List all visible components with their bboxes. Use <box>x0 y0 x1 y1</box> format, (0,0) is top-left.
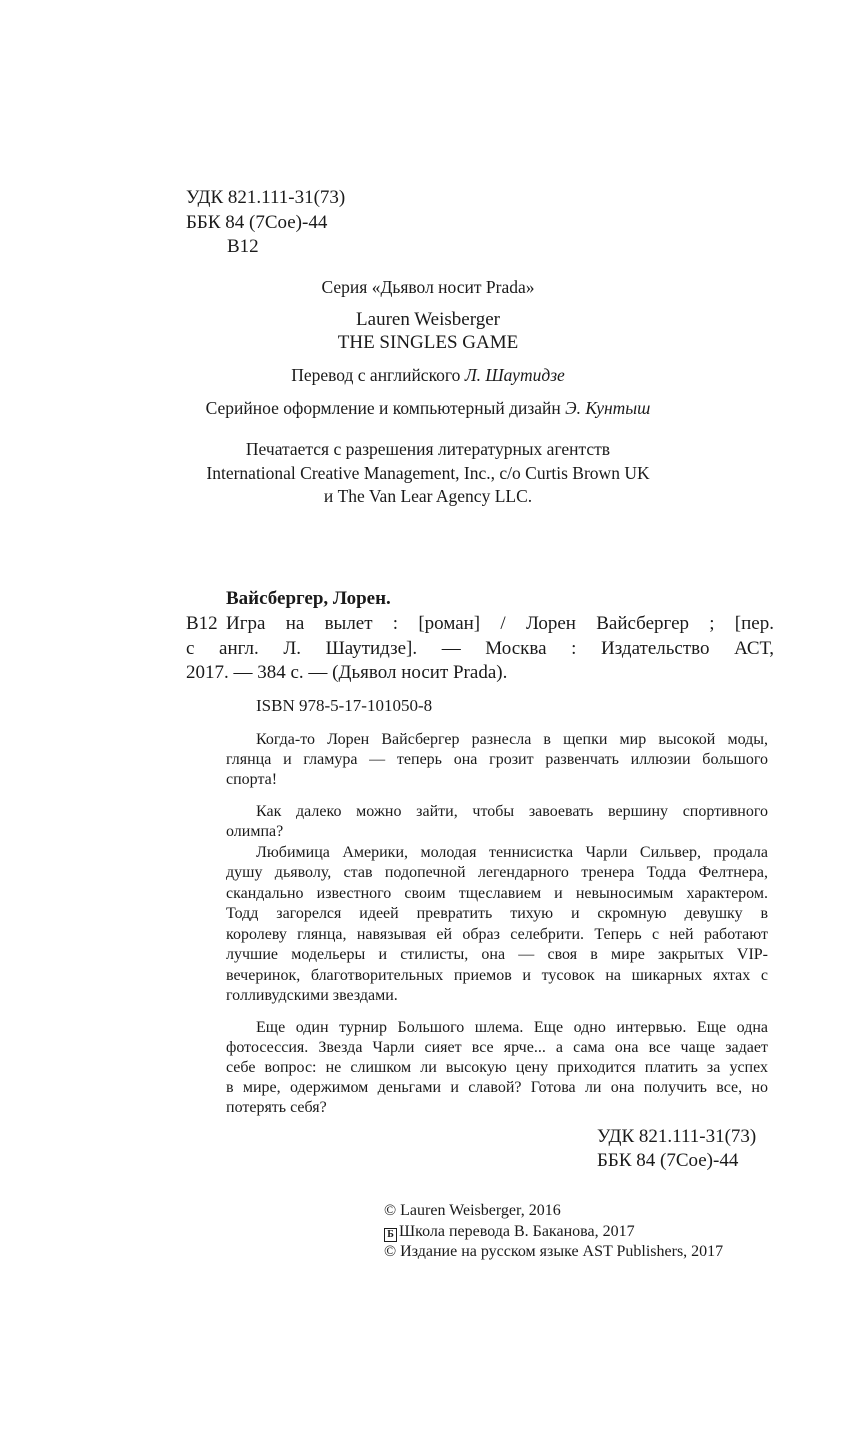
author-mark: В12 <box>227 236 259 257</box>
title-original: THE SINGLES GAME <box>337 332 519 353</box>
annotation-line: королеву глянца, навязывая ей образ селебрити. Теперь с ней работают <box>226 926 768 943</box>
bbk-code: ББК 84 (7Сое)-44 <box>186 212 328 233</box>
annotation-line: олимпа? <box>226 823 284 840</box>
copyright-author: © Lauren Weisberger, 2016 <box>384 1202 561 1219</box>
annotation-line: глянца и гламура — теперь она грозит развенчать иллюзии большого <box>226 751 768 768</box>
copyright-translation-text: Школа перевода В. Баканова, 2017 <box>399 1223 635 1240</box>
annotation-line: лучшие модельеры и стилисты, она — своя в мире закрытых VIP- <box>226 946 768 963</box>
translation-prefix: Перевод с английского <box>291 365 465 385</box>
annotation-line: Любимица Америки, молодая теннисистка Чарли Сильвер, продала <box>256 844 768 861</box>
annotation-line: душу дьяволу, став подопечной легендарного тренера Тодда Фелтнера, <box>226 864 768 881</box>
annotation-line: Еще один турнир Большого шлема. Еще одно интервью. Еще одна <box>256 1019 768 1036</box>
footer-bbk: ББК 84 (7Сое)-44 <box>597 1150 739 1171</box>
rights-line-3: и The Van Lear Agency LLC. <box>323 486 533 506</box>
annotation-line: в мире, одержимом деньгами и славой? Готова ли она получить все, но <box>226 1079 768 1096</box>
annotation-line: спорта! <box>226 771 278 788</box>
translator-name: Л. Шаутидзе <box>464 365 565 385</box>
rights-line-1: Печатается с разрешения литературных агентств <box>245 439 611 459</box>
udk-code: УДК 821.111-31(73) <box>186 187 346 208</box>
copyright-edition: © Издание на русском языке AST Publishers, 2017 <box>384 1243 724 1260</box>
annotation-line: Как далеко можно зайти, чтобы завоевать вершину спортивного <box>256 803 768 820</box>
annotation-line: фотосессия. Звезда Чарли сияет все ярче... а сама она все чаще задает <box>226 1039 768 1056</box>
annotation-line: Когда-то Лорен Вайсбергер разнесла в щепки мир высокой моды, <box>256 731 768 748</box>
annotation-line: вечеринок, благотворительных приемов и тусовок на шикарных яхтах с <box>226 967 768 984</box>
design-prefix: Серийное оформление и компьютерный дизайн <box>205 398 566 418</box>
catalog-desc-line-1: Игра на вылет : [роман] / Лорен Вайсбергер ; [пер. <box>226 613 774 634</box>
annotation-line: себе вопрос: не слишком ли высокую цену приходится платить за успех <box>226 1059 768 1076</box>
footer-udk: УДК 821.111-31(73) <box>597 1126 757 1147</box>
catalog-heading: Вайсбергер, Лорен. <box>226 588 391 609</box>
annotation-line: потерять себя? <box>226 1099 327 1116</box>
isbn: ISBN 978-5-17-101050-8 <box>256 696 433 715</box>
annotation-line: голливудскими звездами. <box>226 987 398 1004</box>
catalog-desc-line-3: 2017. — 384 с. — (Дьявол носит Prada). <box>186 662 508 683</box>
rights-line-2: International Creative Management, Inc., c/o Curtis Brown UK <box>206 463 650 483</box>
copyright-translation <box>384 1224 635 1242</box>
catalog-mark: В12 <box>186 613 218 634</box>
design-line <box>0 400 856 418</box>
catalog-desc-line-2: с англ. Л. Шаутидзе]. — Москва : Издательство АСТ, <box>186 638 774 659</box>
author-original: Lauren Weisberger <box>356 309 500 330</box>
publisher-logo-icon: Б <box>384 1228 397 1242</box>
designer-name: Э. Кунтыш <box>565 398 651 418</box>
annotation-line: Тодд загорелся идеей превратить тихую и скромную девушку в <box>226 905 768 922</box>
annotation-line: скандально известного своим тщеславием и невыносимым характером. <box>226 885 768 902</box>
translation-line <box>0 367 856 385</box>
series-line: Серия «Дьявол носит Prada» <box>321 277 535 297</box>
